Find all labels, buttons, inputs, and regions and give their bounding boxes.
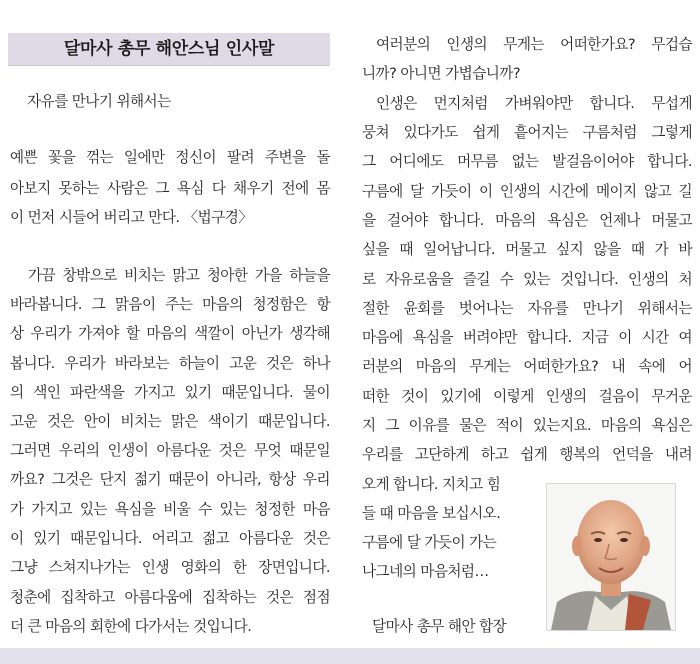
body-line: 지 그 이유를 물은 적이 있는지요. 마음의 욕심은 <box>362 417 692 434</box>
body-line: 봅니다. 우리가 바라보는 하늘이 고운 것은 하나 <box>10 355 330 372</box>
body-line: 예쁜 꽃을 꺾는 일에만 정신이 팔려 주변을 돌 <box>10 149 330 166</box>
body-line: 뭉쳐 있다가도 쉽게 흩어지는 구름처럼 그렇게 <box>362 124 692 141</box>
body-line: 러분의 마음의 무게는 어떠한가요? 내 속에 어 <box>362 358 692 375</box>
body-line: 구름에 달 가듯이 가는 <box>362 534 497 551</box>
body-line: 청춘에 집착하고 아름다움에 집착하는 것은 점점 <box>10 589 330 606</box>
body-line: 절한 윤회를 벗어나는 자유를 만나기 위해서는 <box>362 300 692 317</box>
body-line: 바라봅니다. 그 맑음이 주는 마음의 청정함은 항 <box>10 296 330 313</box>
body-line: 이 있기 때문입니다. 어리고 젊고 아름다운 것은 <box>10 530 330 547</box>
article-subtitle: 자유를 만나기 위해서는 <box>27 93 171 110</box>
body-line: 그러면 우리의 인생이 아름다운 것은 무엇 때문일 <box>10 442 330 459</box>
body-line: 그 어디에도 머무름 없는 발걸음이어야 합니다. <box>362 153 692 170</box>
body-line: 나그네의 마음처럼… <box>362 563 489 580</box>
body-line: 을 걸어야 합니다. 마음의 욕심은 언제나 머물고 <box>362 212 692 229</box>
body-line: 의 색인 파란색을 가지고 있기 때문입니다. 물이 <box>10 384 330 401</box>
body-line: 니까? 아니면 가볍습니까? <box>362 65 521 82</box>
body-line: 구름에 달 가듯이 이 인생의 시간에 메이지 않고 길 <box>362 183 692 200</box>
body-line: 까요? 그것은 단지 젊기 때문이 아니라, 항상 우리 <box>10 471 330 488</box>
body-line: 상 우리가 가져야 할 마음의 색깔이 아닌가 생각해 <box>10 325 330 342</box>
body-line: 가끔 창밖으로 비치는 맑고 청아한 가을 하늘을 <box>28 267 330 284</box>
body-line: 더 큰 마음의 회한에 다가서는 것입니다. <box>10 618 252 635</box>
body-line: 그냥 스쳐지나가는 인생 영화의 한 장면입니다. <box>10 559 330 576</box>
body-line: 들 때 마음을 보십시오. <box>362 505 501 522</box>
monk-portrait-illustration <box>547 484 675 630</box>
body-line: 여러분의 인생의 무게는 어떠한가요? 무겁습 <box>376 36 692 53</box>
monk-portrait-photo <box>546 483 676 631</box>
bottom-band <box>0 648 700 664</box>
body-line: 로 자유로움을 즐길 수 있는 것입니다. 인생의 처 <box>362 271 692 288</box>
body-line: 싶을 때 일어납니다. 머물고 싶지 않을 때 가 바 <box>362 241 692 258</box>
body-line: 오게 합니다. 지치고 힘 <box>362 476 501 493</box>
article-title: 달마사 총무 해안스님 인사말 <box>63 39 275 59</box>
body-line: 마음에 욕심을 버려야만 합니다. 지금 이 시간 여 <box>362 329 692 346</box>
body-line: 아보지 못하는 사람은 그 욕심 다 채우기 전에 몸 <box>10 180 330 197</box>
signature: 달마사 총무 해안 합장 <box>372 618 507 635</box>
body-line: 이 먼저 시들어 버리고 만다. 〈법구경〉 <box>10 209 253 226</box>
body-line: 인생은 먼지처럼 가벼워야만 합니다. 무섭게 <box>376 95 692 112</box>
article-title-bar <box>8 33 330 66</box>
body-line: 우리를 고단하게 하고 쉽게 행복의 언덕을 내려 <box>362 446 692 463</box>
body-line: 고운 것은 안이 비치는 맑은 색이기 때문입니다. <box>10 413 330 430</box>
body-line: 떠한 것이 있기에 이렇게 인생의 걸음이 무거운 <box>362 388 692 405</box>
body-line: 가 가지고 있는 욕심을 비울 수 있는 청정한 마음 <box>10 501 330 518</box>
